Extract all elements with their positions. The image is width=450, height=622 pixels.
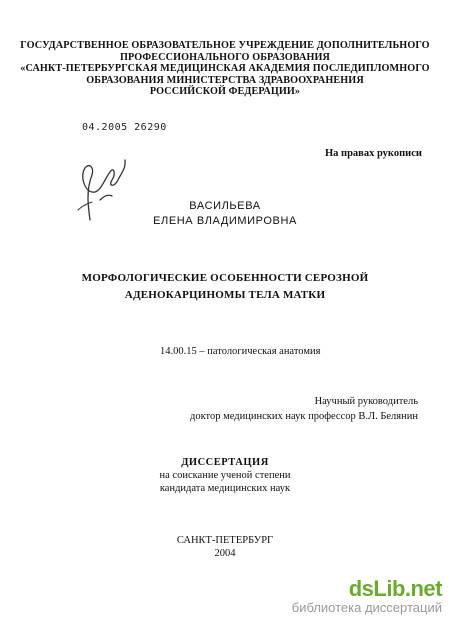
- organization-line: ОБРАЗОВАНИЯ МИНИСТЕРСТВА ЗДРАВООХРАНЕНИЯ: [86, 74, 364, 86]
- organization-line: ПРОФЕССИОНАЛЬНОГО ОБРАЗОВАНИЯ: [120, 51, 330, 63]
- watermark-logo: dsLib.net: [348, 576, 442, 601]
- thesis-title: [0, 270, 450, 304]
- handwritten-signature: [70, 150, 140, 225]
- watermark-subtitle: библиотека диссертаций: [291, 600, 442, 615]
- year: 2004: [214, 548, 236, 559]
- organization-header: [0, 40, 450, 98]
- thesis-title-line: АДЕНОКАРЦИНОМЫ ТЕЛА МАТКИ: [124, 289, 326, 301]
- advisor-role: Научный руководитель: [314, 396, 418, 407]
- organization-line: РОССИЙСКОЙ ФЕДЕРАЦИИ»: [149, 86, 301, 98]
- city: САНКТ-ПЕТЕРБУРГ: [176, 535, 274, 546]
- dissertation-degree-line: на соискание ученой степени: [159, 470, 291, 481]
- author-surname: ВАСИЛЬЕВА: [189, 200, 261, 212]
- specialty-code: 14.00.15 – патологическая анатомия: [160, 346, 321, 357]
- dissertation-heading: ДИССЕРТАЦИЯ: [181, 457, 269, 468]
- dissertation-degree-line: кандидата медицинских наук: [159, 483, 291, 494]
- organization-line: «САНКТ-ПЕТЕРБУРГСКАЯ МЕДИЦИНСКАЯ АКАДЕМИЯ ПОСЛЕДИПЛОМНОГО: [20, 63, 430, 75]
- thesis-title-line: МОРФОЛОГИЧЕСКИЕ ОСОБЕННОСТИ СЕРОЗНОЙ: [81, 272, 369, 284]
- organization-line: ГОСУДАРСТВЕННОЕ ОБРАЗОВАТЕЛЬНОЕ УЧРЕЖДЕНИЕ ДОПОЛНИТЕЛЬНОГО: [20, 40, 430, 51]
- registration-stamp: 04.2005 26290: [82, 122, 167, 133]
- advisor-person: доктор медицинских наук профессор В.Л. Белянин: [189, 411, 418, 422]
- scientific-advisor: [190, 394, 418, 424]
- author-name: ЕЛЕНА ВЛАДИМИРОВНА: [153, 215, 297, 227]
- watermark: [292, 578, 442, 616]
- city-year-block: [0, 534, 450, 560]
- manuscript-rights-label: На правах рукописи: [325, 148, 422, 159]
- dissertation-block: [0, 456, 450, 495]
